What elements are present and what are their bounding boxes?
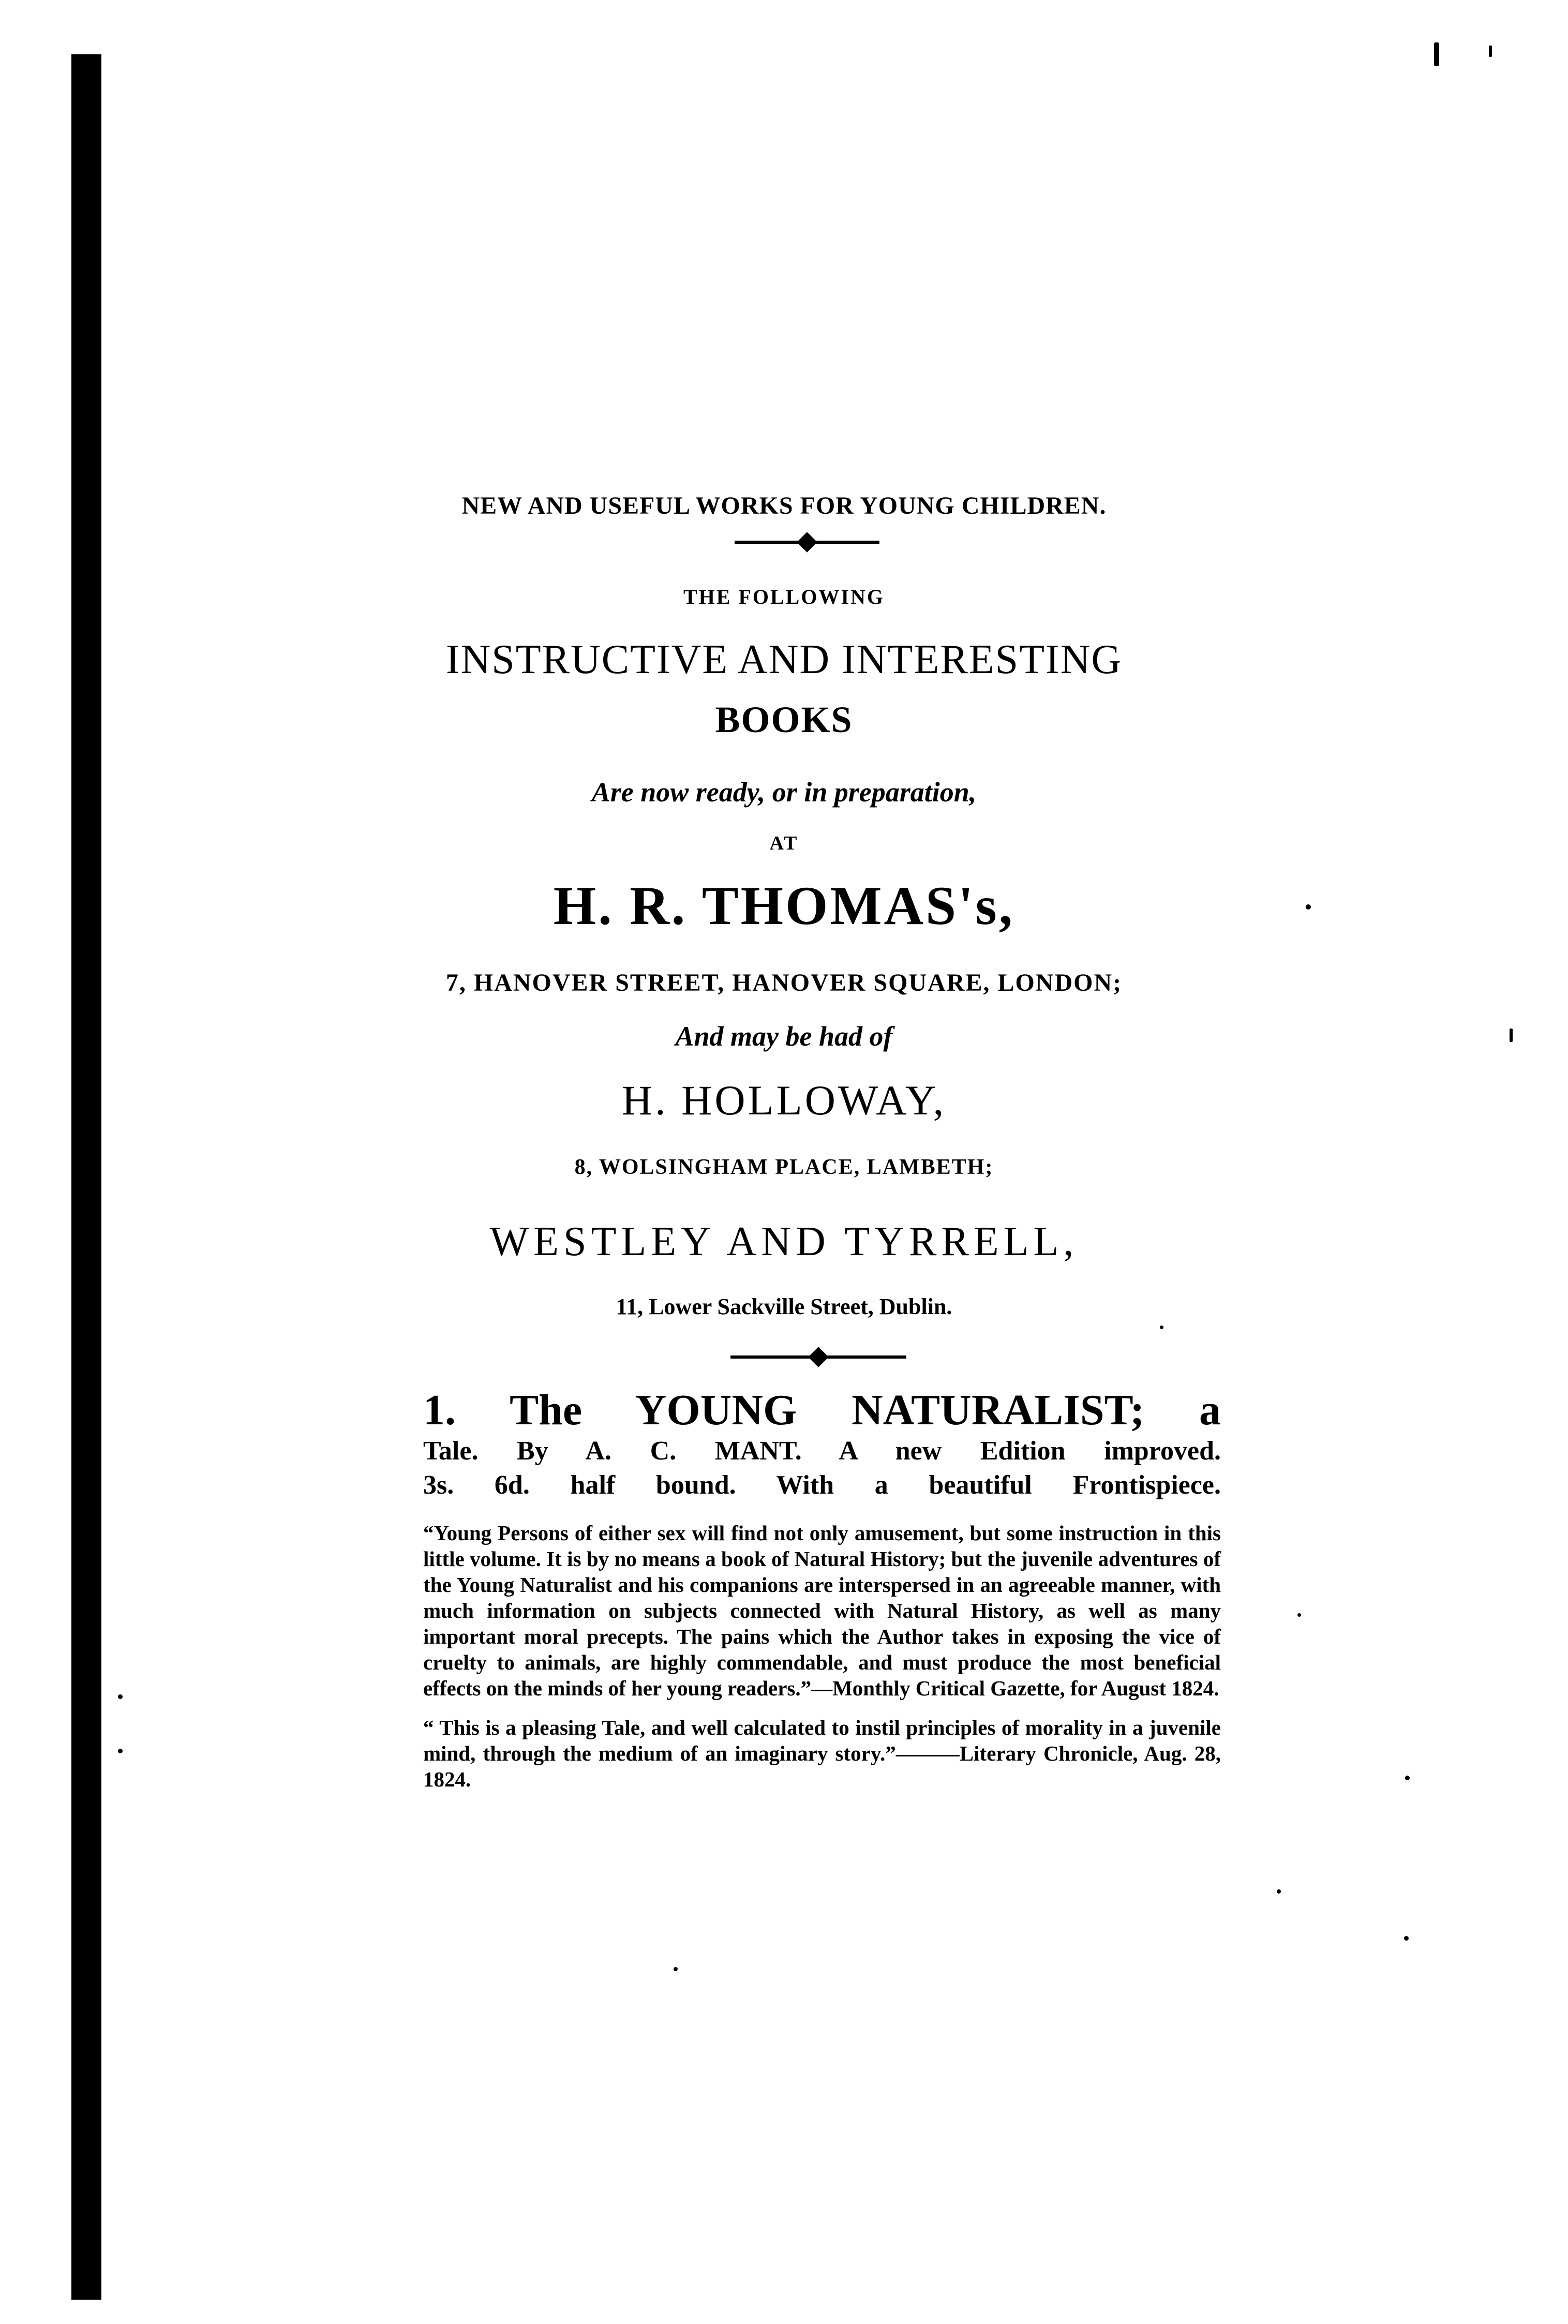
review-quote-monthly: “Young Persons of either sex will find not only amusement, but some instruction in this little volume. It is by no means a book of Natural History; but the juvenile adventures of the Young Naturalist and his companions are interspersed in an agreeable manner, with much information on subjects connected with Natural History, as well as many important moral precepts. The pains which the Author takes in exposing the vice of cruelty to animals, are highly commendable, and must produce the most beneficial effects on the minds of her young readers.”—Monthly Critical Gazette, for August 1824.	[423, 1521, 1221, 1700]
ink-speck	[1277, 1889, 1281, 1894]
ready-line: Are now ready, or in preparation,	[591, 777, 977, 808]
agent-westley-tyrrell-address: 11, Lower Sackville Street, Dublin.	[616, 1294, 952, 1319]
publisher-address: 7, HANOVER STREET, HANOVER SQUARE, LONDON;	[445, 969, 1123, 996]
ink-speck	[118, 1694, 123, 1699]
review-quote-literary: “ This is a pleasing Tale, and well calculated to instil principles of morality in a juvenile mind, through the medium of an imaginary story.”———Literary Chronicle, Aug. 28, 1824.	[423, 1716, 1221, 1791]
entry-author-line: Tale. By A. C. MANT. A new Edition improved.	[423, 1436, 1221, 1466]
at-label: AT	[769, 832, 799, 854]
books-heading: BOOKS	[715, 699, 853, 740]
entry-title: 1. The YOUNG NATURALIST; a	[423, 1386, 1221, 1434]
ink-speck	[1405, 1776, 1410, 1780]
ornament-diamond	[808, 1347, 829, 1367]
instructive-heading: INSTRUCTIVE AND INTERESTING	[445, 637, 1123, 682]
book-entry	[423, 1387, 1221, 1792]
ink-speck	[674, 1967, 678, 1971]
ink-speck	[1489, 46, 1492, 57]
agent-westley-tyrrell: WESTLEY AND TYRRELL,	[489, 1219, 1079, 1264]
ornament-diamond	[797, 532, 817, 553]
ink-speck	[1297, 1613, 1301, 1617]
ink-speck	[118, 1749, 123, 1753]
ink-speck	[1404, 1936, 1409, 1941]
agent-holloway: H. HOLLOWAY,	[621, 1077, 947, 1124]
series-title: NEW AND USEFUL WORKS FOR YOUNG CHILDREN.	[461, 492, 1107, 519]
may-be-had: And may be had of	[675, 1021, 893, 1052]
ink-speck	[1160, 1325, 1163, 1329]
ink-speck	[1434, 42, 1439, 66]
agent-holloway-address: 8, WOLSINGHAM PLACE, LAMBETH;	[574, 1155, 994, 1179]
the-following: THE FOLLOWING	[683, 585, 885, 608]
entry-price-line: 3s. 6d. half bound. With a beautiful Frontispiece.	[423, 1470, 1221, 1500]
publisher-name: H. R. THOMAS's,	[553, 875, 1015, 936]
